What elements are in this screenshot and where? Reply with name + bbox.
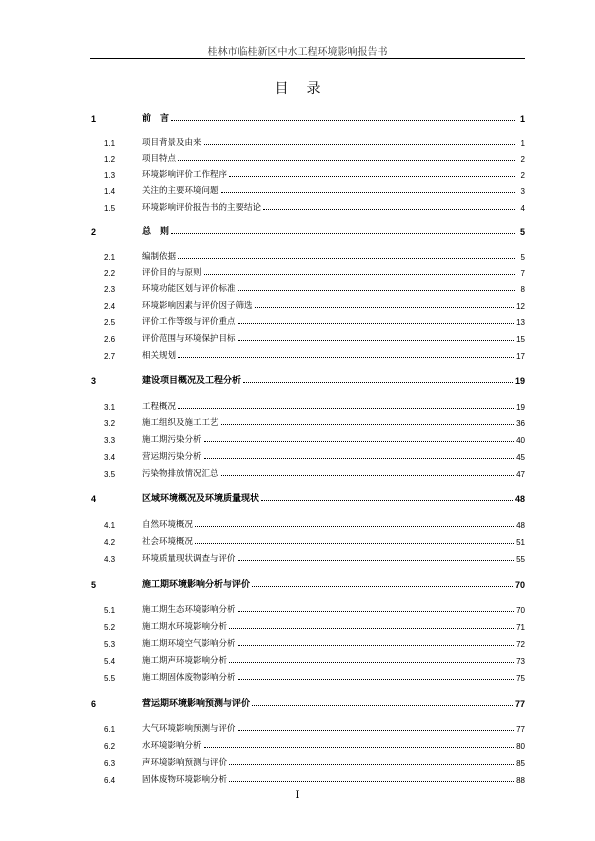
toc-section-entry[interactable] [90,264,525,278]
toc-entry-title: 施工期生态环境影响分析 [142,605,236,615]
toc-entry-number: 6.4 [104,776,116,785]
toc-dot-leader [229,628,514,629]
toc-entry-title: 环境影响评价工作程序 [142,170,228,180]
toc-entry-page: 5 [519,227,525,237]
toc-section-entry[interactable] [90,448,525,462]
toc-entry-page: 48 [514,494,525,504]
toc-dot-leader [238,611,515,612]
toc-chapter-entry[interactable] [90,490,525,504]
toc-entry-title: 环境质量现状调查与评价 [142,554,236,564]
toc-entry-title: 营运期污染分析 [142,452,202,462]
running-header: 桂林市临桂新区中水工程环境影响报告书 [207,47,388,58]
toc-section-entry[interactable] [90,313,525,327]
toc-dot-leader [238,323,515,324]
toc-section-entry[interactable] [90,618,525,632]
toc-entry-title: 施工组织及施工工艺 [142,418,219,428]
toc-section-entry[interactable] [90,347,525,361]
toc-entry-number: 5.1 [104,606,116,615]
toc-dot-leader [252,705,513,706]
toc-chapter-entry[interactable] [90,110,525,124]
toc-dot-leader [238,290,515,291]
toc-section-entry[interactable] [90,737,525,751]
toc-entry-number: 1 [91,114,97,124]
toc-section-entry[interactable] [90,635,525,649]
toc-dot-leader [195,543,514,544]
toc-section-entry[interactable] [90,431,525,445]
toc-section-entry[interactable] [90,754,525,768]
toc-section-entry[interactable] [90,465,525,479]
toc-dot-leader [261,500,513,501]
toc-section-entry[interactable] [90,280,525,294]
toc-entry-page: 70 [514,580,525,590]
toc-entry-page: 17 [516,352,525,361]
toc-entry-page: 47 [516,470,525,479]
toc-entry-title: 前 言 [142,114,170,124]
toc-section-entry[interactable] [90,398,525,412]
toc-entry-number: 3.3 [104,436,116,445]
toc-entry-title: 建设项目概况及工程分析 [142,376,242,386]
toc-section-entry[interactable] [90,669,525,683]
toc-section-entry[interactable] [90,652,525,666]
toc-entry-number: 3 [91,376,97,386]
toc-dot-leader [252,586,513,587]
toc-entry-number: 6.2 [104,742,116,751]
toc-entry-title: 环境功能区划与评价标准 [142,284,236,294]
toc-entry-page: 51 [516,538,525,547]
toc-entry-title: 总 则 [142,227,170,237]
toc-entry-page: 48 [516,521,525,530]
toc-entry-number: 2.7 [104,352,116,361]
toc-entry-page: 77 [514,699,525,709]
toc-entry-title: 施工期声环境影响分析 [142,656,228,666]
toc-entry-title: 评价范围与环境保护目标 [142,334,236,344]
toc-entry-page: 3 [520,187,525,196]
toc-entry-page: 1 [519,114,525,124]
toc-entry-page: 4 [520,204,525,213]
toc-dot-leader [204,144,515,145]
toc-dot-leader [171,120,515,121]
toc-chapter-entry[interactable] [90,372,525,386]
toc-dot-leader [229,781,514,782]
toc-entry-page: 55 [516,555,525,564]
toc-entry-number: 3.5 [104,470,116,479]
toc-entry-title: 环境影响评价报告书的主要结论 [142,203,262,213]
toc-entry-title: 施工期环境空气影响分析 [142,639,236,649]
toc-section-entry[interactable] [90,601,525,615]
toc-dot-leader [204,747,515,748]
toc-section-entry[interactable] [90,150,525,164]
toc-entry-title: 施工期污染分析 [142,435,202,445]
toc-dot-leader [229,764,514,765]
toc-entry-page: 5 [520,253,525,262]
toc-entry-number: 5 [91,580,97,590]
toc-title: 目录 [274,81,339,97]
toc-entry-page: 8 [520,285,525,294]
toc-entry-title: 关注的主要环境问题 [142,186,219,196]
toc-entry-title: 水环境影响分析 [142,741,202,751]
toc-chapter-entry[interactable] [90,576,525,590]
toc-entry-page: 77 [516,725,525,734]
toc-entry-page: 88 [516,776,525,785]
toc-entry-page: 7 [520,269,525,278]
toc-entry-page: 45 [516,453,525,462]
toc-entry-number: 2.6 [104,335,116,344]
toc-section-entry[interactable] [90,720,525,734]
toc-entry-title: 编制依据 [142,252,177,262]
toc-entry-page: 19 [514,376,525,386]
toc-entry-title: 相关规划 [142,351,177,361]
toc-entry-page: 71 [516,623,525,632]
toc-dot-leader [238,340,515,341]
toc-entry-title: 项目背景及由来 [142,138,202,148]
toc-entry-page: 80 [516,742,525,751]
toc-entry-number: 2.4 [104,302,116,311]
toc-entry-number: 2 [91,227,97,237]
toc-entry-number: 2.2 [104,269,116,278]
toc-entry-page: 70 [516,606,525,615]
toc-entry-page: 73 [516,657,525,666]
toc-entry-number: 5.2 [104,623,116,632]
toc-entry-title: 项目特点 [142,154,177,164]
toc-entry-number: 3.2 [104,419,116,428]
toc-section-entry[interactable] [90,199,525,213]
toc-entry-number: 1.2 [104,155,116,164]
toc-entry-title: 施工期环境影响分析与评价 [142,580,251,590]
toc-entry-number: 6.3 [104,759,116,768]
toc-dot-leader [229,662,514,663]
toc-section-entry[interactable] [90,182,525,196]
toc-entry-number: 6.1 [104,725,116,734]
toc-entry-number: 2.3 [104,285,116,294]
toc-entry-number: 3.1 [104,403,116,412]
toc-entry-number: 1.1 [104,139,116,148]
toc-dot-leader [178,357,514,358]
toc-entry-page: 1 [520,139,525,148]
toc-section-entry[interactable] [90,516,525,530]
toc-entry-number: 1.4 [104,187,116,196]
toc-dot-leader [229,176,515,177]
toc-section-entry[interactable] [90,166,525,180]
page-number: I [295,790,300,801]
toc-entry-title: 大气环境影响预测与评价 [142,724,236,734]
toc-dot-leader [238,560,515,561]
toc-entry-number: 2.1 [104,253,116,262]
toc-entry-title: 评价工作等级与评价重点 [142,317,236,327]
toc-entry-title: 声环境影响预测与评价 [142,758,228,768]
toc-entry-number: 4.2 [104,538,116,547]
toc-entry-title: 污染物排放情况汇总 [142,469,219,479]
toc-dot-leader [204,274,515,275]
toc-entry-number: 1.5 [104,204,116,213]
toc-section-entry[interactable] [90,134,525,148]
toc-entry-page: 85 [516,759,525,768]
toc-entry-number: 5.5 [104,674,116,683]
toc-entry-title: 自然环境概况 [142,520,194,530]
toc-chapter-entry[interactable] [90,223,525,237]
toc-dot-leader [178,160,515,161]
toc-entry-number: 4.1 [104,521,116,530]
toc-entry-title: 固体废物环境影响分析 [142,775,228,785]
toc-dot-leader [221,424,515,425]
toc-dot-leader [195,526,514,527]
toc-dot-leader [243,382,513,383]
header-rule [90,58,525,59]
toc-section-entry[interactable] [90,533,525,547]
toc-entry-page: 72 [516,640,525,649]
toc-entry-page: 12 [516,302,525,311]
toc-entry-page: 13 [516,318,525,327]
toc-entry-number: 4.3 [104,555,116,564]
toc-entry-title: 工程概况 [142,402,177,412]
toc-entry-number: 3.4 [104,453,116,462]
toc-dot-leader [178,408,514,409]
toc-section-entry[interactable] [90,414,525,428]
toc-entry-page: 2 [520,155,525,164]
toc-entry-page: 19 [516,403,525,412]
toc-dot-leader [238,730,515,731]
toc-section-entry[interactable] [90,771,525,785]
toc-entry-title: 社会环境概况 [142,537,194,547]
toc-section-entry[interactable] [90,550,525,564]
toc-section-entry[interactable] [90,248,525,262]
toc-section-entry[interactable] [90,330,525,344]
toc-dot-leader [171,233,515,234]
toc-entry-title: 施工期固体废物影响分析 [142,673,236,683]
toc-entry-page: 15 [516,335,525,344]
toc-dot-leader [178,258,515,259]
toc-dot-leader [263,209,515,210]
toc-section-entry[interactable] [90,297,525,311]
toc-entry-page: 2 [520,171,525,180]
toc-entry-title: 营运期环境影响预测与评价 [142,699,251,709]
toc-entry-number: 5.4 [104,657,116,666]
toc-entry-title: 区域环境概况及环境质量现状 [142,494,260,504]
toc-entry-title: 施工期水环境影响分析 [142,622,228,632]
toc-dot-leader [238,645,515,646]
toc-dot-leader [221,475,515,476]
toc-entry-number: 6 [91,699,97,709]
toc-entry-page: 40 [516,436,525,445]
toc-dot-leader [204,458,515,459]
toc-entry-page: 75 [516,674,525,683]
toc-entry-number: 4 [91,494,97,504]
toc-entry-page: 36 [516,419,525,428]
toc-entry-title: 评价目的与原则 [142,268,202,278]
toc-dot-leader [255,307,515,308]
toc-dot-leader [221,192,515,193]
toc-chapter-entry[interactable] [90,695,525,709]
toc-entry-number: 1.3 [104,171,116,180]
toc-entry-number: 2.5 [104,318,116,327]
toc-dot-leader [204,441,515,442]
toc-entry-number: 5.3 [104,640,116,649]
toc-entry-title: 环境影响因素与评价因子筛选 [142,301,253,311]
toc-dot-leader [238,679,515,680]
